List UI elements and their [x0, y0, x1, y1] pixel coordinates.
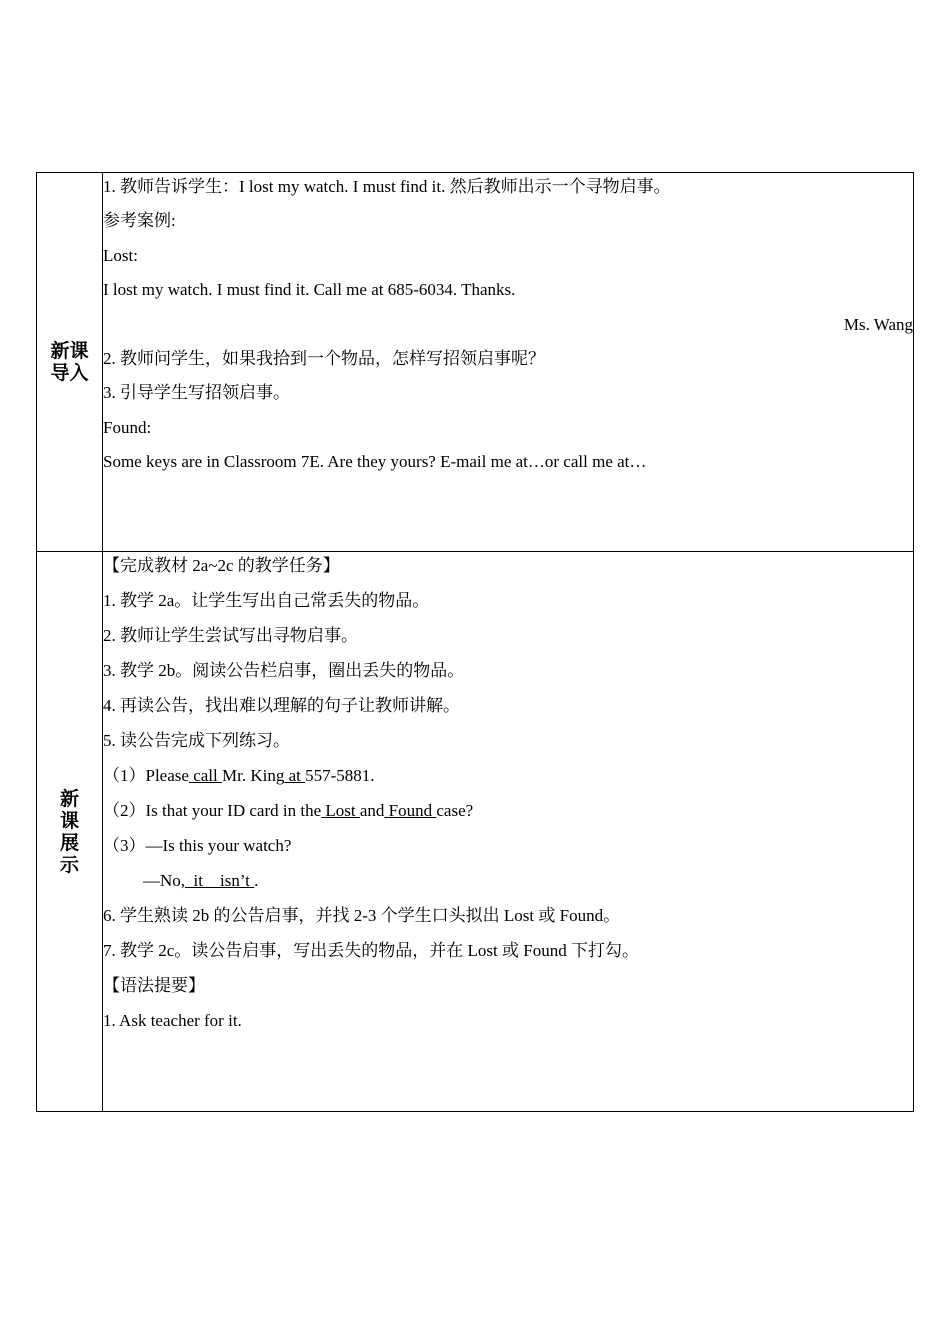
present-line-2: 2. 教师让学生尝试写出寻物启事。: [103, 626, 358, 645]
section-present-row: [37, 552, 914, 1112]
present-line-3: 3. 教学 2b。阅读公告栏启事，圈出丢失的物品。: [103, 661, 465, 680]
exercise-2-answer-1: Lost: [321, 801, 360, 820]
present-heading: 【完成教材 2a~2c 的教学任务】: [103, 556, 340, 575]
exercise-1: [103, 762, 913, 797]
exercise-1-post: 557-5881.: [305, 766, 375, 785]
grammar-line-1: 1. Ask teacher for it.: [103, 1011, 242, 1030]
intro-line-9: Some keys are in Classroom 7E. Are they yours? E-mail me at…or call me at…: [103, 452, 647, 472]
intro-line-2: 参考案例:: [103, 211, 176, 231]
exercise-3-pre: —No,: [143, 871, 186, 890]
section-present-char-1: 新: [59, 787, 79, 810]
intro-line-6: 2. 教师问学生，如果我拾到一个物品，怎样写招领启事呢？: [103, 348, 545, 368]
exercise-1-answer-1: call: [188, 766, 222, 785]
present-line-5: 5. 读公告完成下列练习。: [103, 731, 290, 750]
present-line-4: 4. 再读公告，找出难以理解的句子让教师讲解。: [103, 696, 460, 715]
exercise-1-pre: （1）Please: [103, 766, 189, 785]
present-line-7: 7. 教学 2c。读公告启事，写出丢失的物品，并在 Lost 或 Found 下打勾。: [103, 941, 639, 960]
section-intro-content: [103, 173, 914, 552]
present-line-1: 1. 教学 2a。让学生写出自己常丢失的物品。: [103, 591, 430, 610]
exercise-3-answer: [103, 867, 913, 902]
exercise-2-pre: （2）Is that your ID card in the: [103, 801, 322, 820]
exercise-2-mid: and: [359, 801, 385, 820]
section-present-char-3: 展: [59, 831, 79, 854]
section-intro-label: [37, 173, 103, 552]
exercise-3-answer-1: it: [185, 871, 212, 890]
lesson-plan-table: [36, 172, 914, 1112]
intro-line-7: 3. 引导学生写招领启事。: [103, 383, 290, 403]
intro-signature: Ms. Wang: [843, 314, 913, 334]
intro-line-8: Found:: [103, 417, 152, 437]
present-line-6: 6. 学生熟读 2b 的公告启事，并找 2-3 个学生口头拟出 Lost 或 Found。: [103, 906, 621, 925]
intro-line-4: I lost my watch. I must find it. Call me at 685-6034. Thanks.: [103, 280, 516, 300]
section-present-char-2: 课: [59, 809, 79, 832]
section-intro-label-line1: 新课: [50, 340, 89, 362]
exercise-3-post: .: [254, 871, 259, 890]
exercise-2-post: case?: [436, 801, 474, 820]
exercise-2-answer-2: Found: [384, 801, 437, 820]
grammar-heading: 【语法提要】: [103, 976, 205, 995]
exercise-1-mid: Mr. King: [221, 766, 285, 785]
intro-line-1: 1. 教师告诉学生：I lost my watch. I must find it. 然后教师出示一个寻物启事。: [103, 177, 671, 196]
section-present-label: [37, 552, 103, 1112]
exercise-3-answer-2: isn’t: [211, 871, 255, 890]
exercise-2: [103, 797, 913, 832]
exercise-3-question: （3）—Is this your watch?: [103, 836, 292, 855]
section-present-content: [103, 552, 914, 1112]
section-present-char-4: 示: [59, 853, 79, 876]
section-intro-row: [37, 173, 914, 552]
exercise-1-answer-2: at: [284, 766, 306, 785]
section-intro-label-line2: 导入: [50, 362, 89, 384]
intro-line-3: Lost:: [103, 245, 138, 265]
